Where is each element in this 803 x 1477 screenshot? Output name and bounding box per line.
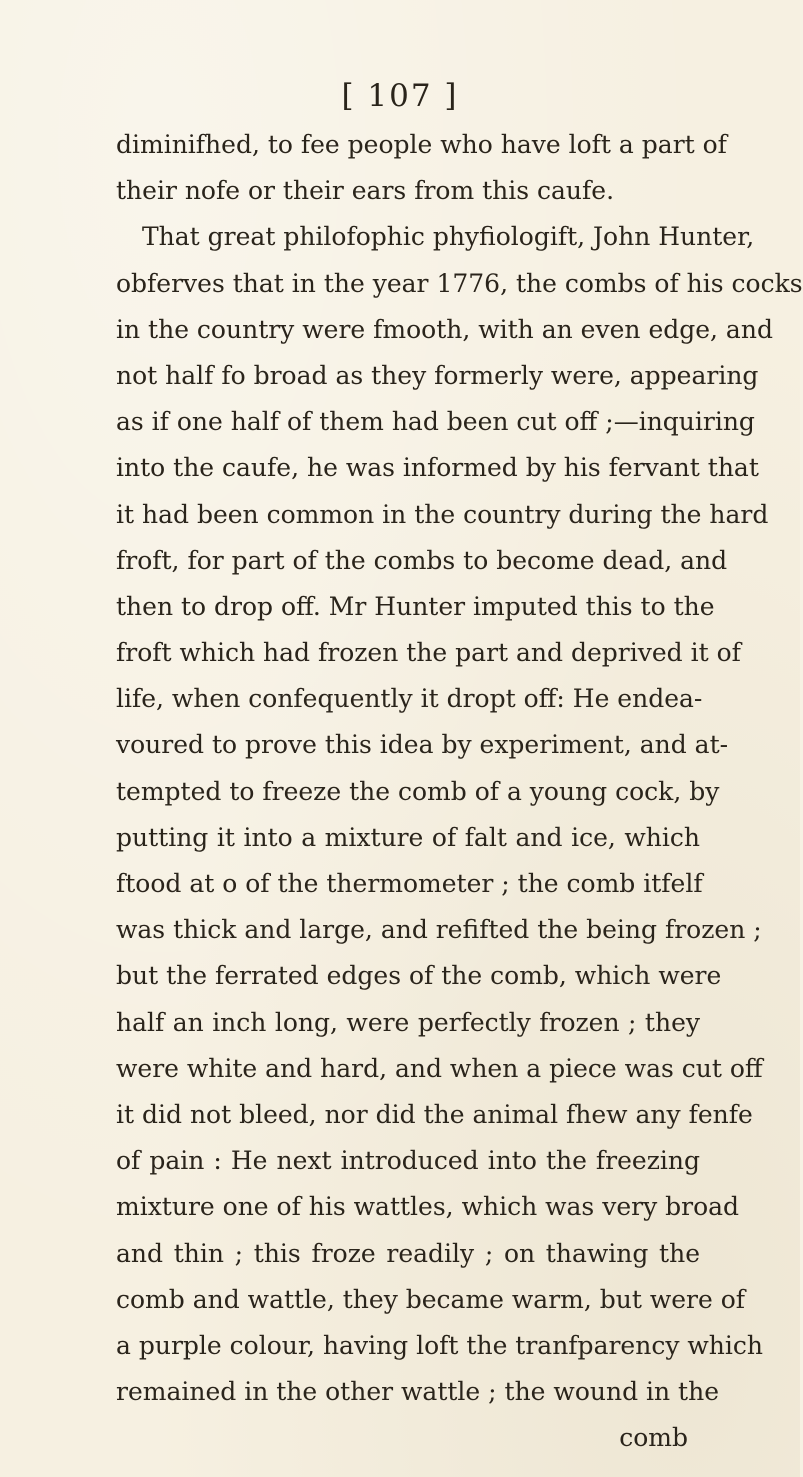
text-line: as if one half of them had been cut off ;—inquiring <box>116 407 755 437</box>
text-line: were white and hard, and when a piece was cut off <box>116 1053 763 1083</box>
text-line: of pain : He next introduced into the freezing <box>116 1146 700 1176</box>
body-text <box>116 122 803 1461</box>
text-line: it did not bleed, nor did the animal fhew any fenfe <box>116 1099 753 1129</box>
text-line: putting it into a mixture of falt and ice, which <box>116 822 700 852</box>
text-line: ftood at o of the thermometer ; the comb itfelf <box>116 869 703 898</box>
text-line: froft which had frozen the part and deprived it of <box>116 638 741 668</box>
text-line: then to drop off. Mr Hunter imputed this to the <box>116 591 715 621</box>
text-line: but the ferrated edges of the comb, which were <box>116 961 722 991</box>
text-line: tempted to freeze the comb of a young cock, by <box>116 776 720 806</box>
catchword: comb <box>619 1423 688 1453</box>
text-line: That great philofophic phyfiologift, John Hunter, <box>142 222 755 252</box>
text-line: diminifhed, to fee people who have loft a part of <box>116 130 727 159</box>
text-line: half an inch long, were perfectly frozen ; they <box>116 1007 700 1037</box>
text-line: a purple colour, having loft the tranfparency which <box>116 1330 763 1360</box>
text-line: comb and wattle, they became warm, but were of <box>116 1284 746 1314</box>
text-line: mixture one of his wattles, which was very broad <box>116 1192 740 1222</box>
text-line: their nofe or their ears from this caufe. <box>116 176 615 206</box>
text-line: in the country were fmooth, with an even edge, and <box>116 314 773 344</box>
text-line: obferves that in the year 1776, the combs of his cocks <box>116 268 803 298</box>
text-line: not half fo broad as they formerly were, appearing <box>116 360 759 390</box>
text-line: and thin ; this froze readily ; on thawing the <box>116 1238 700 1268</box>
text-line: it had been common in the country during the hard <box>116 499 769 529</box>
text-line: froft, for part of the combs to become dead, and <box>116 545 728 575</box>
text-line: life, when confequently it dropt off: He endea- <box>116 684 703 714</box>
page-number-header: [ 107 ] <box>341 78 459 114</box>
text-line: voured to prove this idea by experiment, and at- <box>116 730 729 760</box>
text-line: was thick and large, and refifted the being frozen ; <box>116 915 762 945</box>
text-line: remained in the other wattle ; the wound in the <box>116 1377 720 1407</box>
text-line: into the caufe, he was informed by his fervant that <box>116 453 759 483</box>
